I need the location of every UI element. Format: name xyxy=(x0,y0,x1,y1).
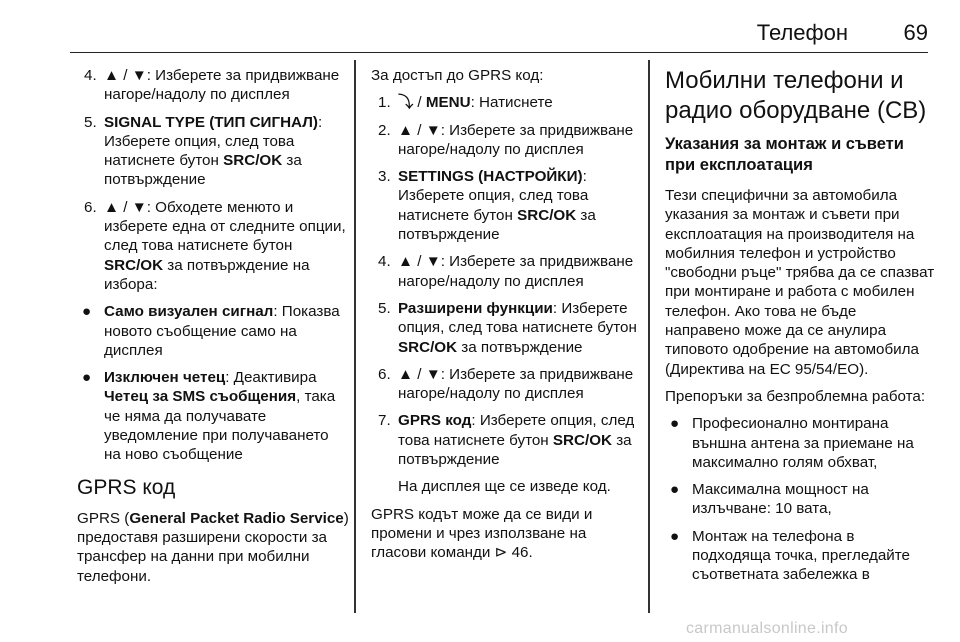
bullet-icon: ● xyxy=(670,481,680,499)
list-item: 6. ▲ / ▼: Обходете менюто и изберете една от следните опции, след това натиснете бутон SRC/OK за потвърждение на избора: xyxy=(84,198,346,293)
bullet-item: ● Монтаж на телефона в подходяща точка, прегледайте съответната забележка в xyxy=(670,527,910,584)
watermark: carmanualsonline.info xyxy=(686,620,848,637)
paragraph: Тези специфични за автомобила указания за монтаж и съвети при експлоатация на производителя на мобилния телефон и устройство "свободни ръце" трябва да се спазват при монтиране и работа с мобилен телефон. Ако това не бъде направено може да се анулира типовото одобрение на автомобила (Директива на ЕС 95/54/ЕО). xyxy=(665,187,935,378)
paragraph: За достъп до GPRS код: xyxy=(371,67,544,84)
bullet-icon: ● xyxy=(670,415,680,433)
page-reference-icon: ⊳ xyxy=(494,544,508,562)
note-text: На дисплея ще се изведе код. xyxy=(398,478,611,496)
bullet-item: ● Максимална мощност на излъчване: 10 вата, xyxy=(670,481,869,518)
column-2 xyxy=(371,66,639,571)
column-divider-left xyxy=(354,60,356,613)
list-item: 6. ▲ / ▼: Изберете за придвижване нагоре/надолу по дисплея xyxy=(378,365,634,403)
bullet-item: ● Професионално монтирана външна антена за приемане на максимално голям обхват, xyxy=(670,415,914,471)
page-title: Телефон xyxy=(756,20,848,45)
list-item: 7. GPRS код: Изберете опция, след това натиснете бутон SRC/OK за потвърждение xyxy=(378,412,635,469)
list-item: 4. ▲ / ▼: Изберете за придвижване нагоре/надолу по дисплея xyxy=(378,253,634,290)
list-item: 2. ▲ / ▼: Изберете за придвижване нагоре/надолу по дисплея xyxy=(378,121,634,158)
list-item: 5. SIGNAL TYPE (ТИП СИГНАЛ): Изберете опция, след това натиснете бутон SRC/OK за потвърждение xyxy=(84,113,323,189)
section-heading: GPRS код xyxy=(77,475,176,499)
list-item: 5. Разширени функции: Изберете опция, след това натиснете бутон SRC/OK за потвърждение xyxy=(378,299,637,356)
paragraph: GPRS (General Packet Radio Service) предоставя разширени скорости за трансфер на данни при мобилни телефони. xyxy=(77,509,349,585)
column-3 xyxy=(665,66,935,593)
page-number: 69 xyxy=(903,20,928,45)
page-header xyxy=(70,0,928,53)
list-item: 3. SETTINGS (НАСТРОЙКИ): Изберете опция, след това натиснете бутон SRC/OK за потвърждение xyxy=(378,168,596,244)
bullet-icon: ● xyxy=(670,527,680,545)
list-item: 1. ⤵ / MENU: Натиснете xyxy=(378,94,553,112)
paragraph: Препоръки за безпроблемна работа: xyxy=(665,387,926,405)
column-1 xyxy=(77,66,349,594)
bullet-item: ● Изключен четец: Деактивира Четец за SMS съобщения, така че няма да получавате уведомление при получаването на ново съобщение xyxy=(82,369,336,464)
section-title: Мобилни телефони и радио оборудване (CB) xyxy=(665,67,927,124)
bullet-icon: ● xyxy=(82,303,92,321)
section-subtitle: Указания за монтаж и съвети при експлоатация xyxy=(665,135,904,174)
paragraph: GPRS кодът може да се види и промени и чрез използване на гласови команди ⊳ 46. xyxy=(371,505,593,562)
bullet-item: ● Само визуален сигнал: Показва новото съобщение само на дисплея xyxy=(82,303,340,359)
column-divider-right xyxy=(648,60,650,613)
list-item: 4. ▲ / ▼: Изберете за придвижване нагоре/надолу по дисплея xyxy=(84,67,340,104)
bullet-icon: ● xyxy=(82,369,92,387)
back-arrow-icon: ⤵ xyxy=(398,94,414,112)
